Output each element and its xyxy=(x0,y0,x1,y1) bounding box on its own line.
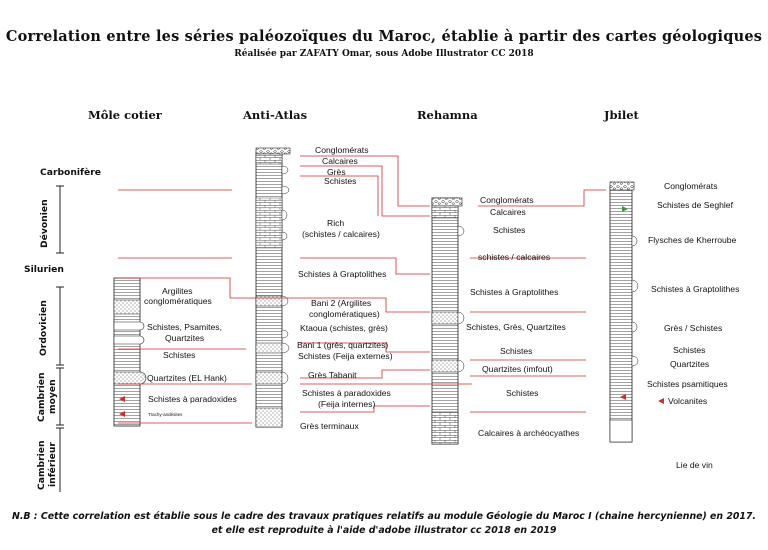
label-argilites-1: Argilites xyxy=(162,286,193,296)
region-rehamna: Rehamna xyxy=(417,108,478,122)
label-jb-schistes: Schistes xyxy=(673,345,706,355)
label-re-schistes-1: Schistes xyxy=(493,225,526,235)
label-jb-lie-de-vin: Lie de vin xyxy=(676,460,713,470)
label-aa-bani2-desc: conglomératiques) xyxy=(309,309,380,319)
label-aa-calcaires: Calcaires xyxy=(322,156,358,166)
period-cambrien-inferieur-line1: Cambrien xyxy=(36,440,47,490)
period-carbonifere: Carbonifère xyxy=(40,167,102,178)
label-jb-quartzites: Quartzites xyxy=(670,359,710,369)
label-re-quartzites-imfout: Quartzites (imfout) xyxy=(482,364,553,374)
label-schistes-psamites-2: Quartzites xyxy=(165,333,205,343)
label-re-schistes-2: Schistes xyxy=(500,346,533,356)
label-aa-bani2: Bani 2 (Argilites xyxy=(311,298,372,308)
label-jb-conglomerats: Conglomérats xyxy=(664,181,718,191)
label-re-schistes-calcaires: schistes / calcaires xyxy=(478,252,551,262)
label-quartzites-el-hank: Quartzites (EL Hank) xyxy=(147,373,227,383)
label-aa-conglomerats: Conglomérats xyxy=(315,145,369,155)
page-subtitle: Réalisée par ZAFATY Omar, sous Adobe Illustrator CC 2018 xyxy=(234,49,534,59)
label-aa-gres-schistes: Schistes xyxy=(324,176,357,186)
label-aa-rich: Rich xyxy=(327,218,345,228)
label-aa-feija-ext: Schistes (Feija externes) xyxy=(298,351,393,361)
page-title: Correlation entre les séries paléozoïques du Maroc, établie à partir des cartes géologiques xyxy=(5,28,763,45)
period-devonien: Dévonien xyxy=(39,199,50,248)
label-aa-bani1: Bani 1 (grès, quartzites) xyxy=(297,340,389,350)
label-schistes-psamites-1: Schistes, Psamites, xyxy=(147,322,222,332)
label-schistes: Schistes xyxy=(163,350,196,360)
footnote-line-1: N.B : Cette correlation est établie sous le cadre des travaux pratiques relatifs au module Géologie du Maroc I (chaine hercynienne) en 2017. xyxy=(11,511,756,522)
period-cambrien-moyen-line1: Cambrien xyxy=(36,372,47,422)
label-re-schistes-3: Schistes xyxy=(506,388,539,398)
label-re-schistes-gres: Schistes, Grès, Quartzites xyxy=(466,322,566,332)
footnote-line-2: et elle est reproduite à l'aide d'adobe illustrator cc 2018 en 2019 xyxy=(211,525,557,536)
label-jb-seghlef: Schistes de Seghlef xyxy=(657,200,733,210)
column-jbilet xyxy=(610,182,638,442)
region-anti-atlas: Anti-Atlas xyxy=(243,108,308,122)
labels-mole-cotier xyxy=(144,286,237,417)
labels-jbilet xyxy=(647,181,739,470)
region-jbilet: Jbilet xyxy=(604,108,639,122)
labels-rehamna xyxy=(466,195,579,438)
label-aa-rich-desc: (schistes / calcaires) xyxy=(302,229,380,239)
label-jb-gres-schistes: Grès / Schistes xyxy=(664,323,723,333)
label-schistes-paradoxides: Schistes à paradoxides xyxy=(148,394,237,404)
column-mole-cotier xyxy=(114,278,146,426)
label-jb-volcanites: Volcanites xyxy=(668,396,708,406)
region-mole-cotier: Môle cotier xyxy=(88,108,162,122)
period-silurien: Silurien xyxy=(24,264,64,275)
label-aa-gres-terminaux: Grès terminaux xyxy=(300,421,359,431)
column-rehamna xyxy=(432,198,464,444)
label-re-calcaires: Calcaires xyxy=(490,207,526,217)
period-ordovicien: Ordovicien xyxy=(38,300,49,356)
label-aa-gres: Grès xyxy=(327,167,346,177)
label-jb-graptolithes: Schistes à Graptolithes xyxy=(651,284,740,294)
label-aa-paradoxides: Schistes à paradoxides xyxy=(302,388,391,398)
label-re-graptolithes: Schistes à Graptolithes xyxy=(470,287,559,297)
label-re-archeocyathes: Calcaires à archéocyathes xyxy=(478,428,580,438)
label-aa-gres-tabanit: Grès Tabanit xyxy=(308,370,357,380)
volcanites-marker-icon xyxy=(658,398,664,404)
period-cambrien-inferieur-line2: inférieur xyxy=(47,442,58,487)
label-aa-feija-int: (Feija internes) xyxy=(318,399,376,409)
period-cambrien-moyen-line2: moyen xyxy=(47,379,58,414)
label-jb-kherroube: Flysches de Kherroube xyxy=(648,235,737,245)
label-jb-psamitiques: Schistes psamitiques xyxy=(647,379,728,389)
label-trachy-andesites: Trachy-andésites xyxy=(148,412,183,417)
label-argilites-2: conglomératiques xyxy=(144,296,212,306)
label-aa-graptolithes: Schistes à Graptolithes xyxy=(298,269,387,279)
label-re-conglomerats: Conglomérats xyxy=(480,195,534,205)
column-anti-atlas xyxy=(256,148,290,427)
label-aa-ktaoua: Ktaoua (schistes, grès) xyxy=(300,323,388,333)
